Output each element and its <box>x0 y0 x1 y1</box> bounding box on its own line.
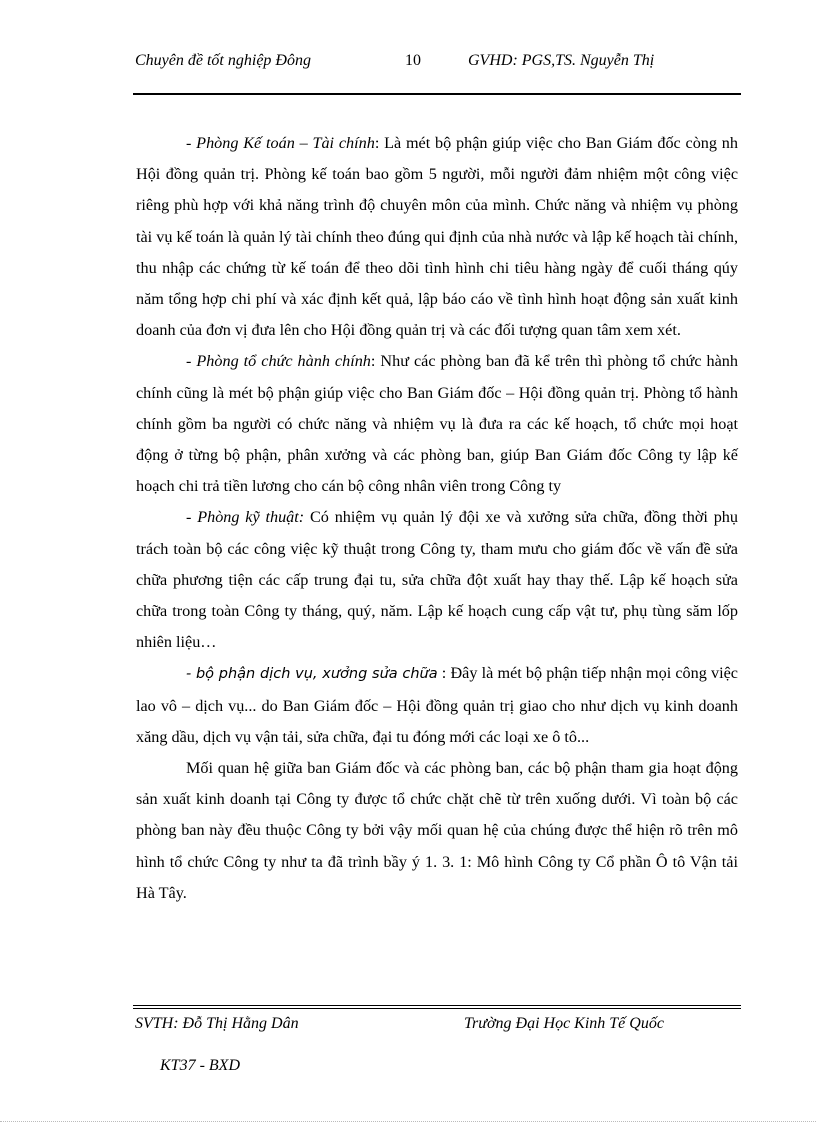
footer-university: Trường Đại Học Kinh Tế Quốc <box>464 1015 664 1032</box>
footer-rule-second <box>133 1008 741 1009</box>
paragraph-text: Mối quan hệ giữa ban Giám đốc và các phòng ban, các bộ phận tham gia hoạt động sản xuất kinh doanh tại Công ty được tổ chức chặt chẽ từ trên xuống dưới. Vì toàn bộ các phòng ban này đều thuộc Công ty bởi vậy mối quan hệ của chúng được thể hiện rõ trên mô hình tổ chức Công ty như ta đã trình bầy ý 1. 3. 1: Mô hình Công ty Cổ phần Ô tô Vận tải Hà Tây. <box>136 759 738 902</box>
paragraph-accounting <box>136 128 738 346</box>
paragraph-service <box>136 658 738 753</box>
page-number: 10 <box>405 52 421 69</box>
paragraph-technical <box>136 502 738 658</box>
header-left: Chuyên đề tốt nghiệp Đông <box>135 52 311 69</box>
paragraph-text: : Đây là mét bộ phận tiếp nhận mọi công việc lao vô – dịch vụ... do Ban Giám đốc – Hội đồng quản trị giao cho như dịch vụ kinh doanh xăng dầu, dịch vụ vận tải, sửa chữa, đại tu đóng mới các loại xe ô tô... <box>136 664 738 746</box>
footer-class-code: KT37 - BXD <box>160 1057 240 1074</box>
paragraph-admin <box>136 346 738 502</box>
paragraph-label: - Phòng Kế toán – Tài chính <box>186 134 375 152</box>
paragraph-label: - Phòng tổ chức hành chính <box>186 352 371 371</box>
document-body <box>136 128 738 909</box>
footer-rule <box>133 1005 741 1006</box>
page-bottom-edge <box>0 1121 816 1122</box>
paragraph-text: : Là mét bộ phận giúp việc cho Ban Giám đốc còng nh Hội đồng quản trị. Phòng kế toán bao gồm 5 người, mỗi người đảm nhiệm một công việc riêng phù hợp với khả năng trình độ chuyên môn của mình. Chức năng và nhiệm vụ phòng tài vụ kế toán là quản lý tài chính theo đúng qui định của nhà nước và lập kế hoạch tài chính, thu nhập các chứng từ kế toán để theo dõi tình hình chi tiêu hàng ngày để cuối tháng qúy năm tổng hợp chi phí và xác định kết quả, lập báo cáo về tình hình hoạt động sản xuất kinh doanh của đơn vị đưa lên cho Hội đồng quản trị và các đối tượng quan tâm xem xét. <box>136 134 738 340</box>
header-right: GVHD: PGS,TS. Nguyễn Thị <box>468 52 655 69</box>
paragraph-label: - Phòng kỹ thuật: <box>186 508 305 527</box>
paragraph-text: : Như các phòng ban đã kể trên thì phòng tổ chức hành chính cũng là mét bộ phận giúp việc cho Ban Giám đốc – Hội đồng quản trị. Phòng tổ hành chính gồm ba người có chức năng và nhiệm vụ là đưa ra các kế hoạch, tổ chức mọi hoạt động ở từng bộ phận, phân xưởng và các phòng ban, giúp Ban Giám đốc Công ty lập kế hoạch chi trả tiền lương cho cán bộ công nhân viên trong Công ty <box>136 352 738 496</box>
header-rule <box>133 93 741 95</box>
paragraph-label: - bộ phận dịch vụ, xưởng sửa chữa <box>186 666 438 683</box>
paragraph-relations <box>136 753 738 909</box>
paragraph-text: Có nhiệm vụ quản lý đội xe và xưởng sửa chữa, đồng thời phụ trách toàn bộ các công việc kỹ thuật trong Công ty, tham mưu cho giám đốc về vấn đề sửa chữa phương tiện các cấp trung đại tu, sửa chữa đột xuất hay thay thế. Lập kế hoạch sửa chữa trong toàn Công ty tháng, quý, năm. Lập kế hoạch cung cấp vật tư, phụ tùng săm lốp nhiên liệu… <box>136 508 738 652</box>
footer-student: SVTH: Đỗ Thị Hằng Dân <box>135 1015 299 1032</box>
